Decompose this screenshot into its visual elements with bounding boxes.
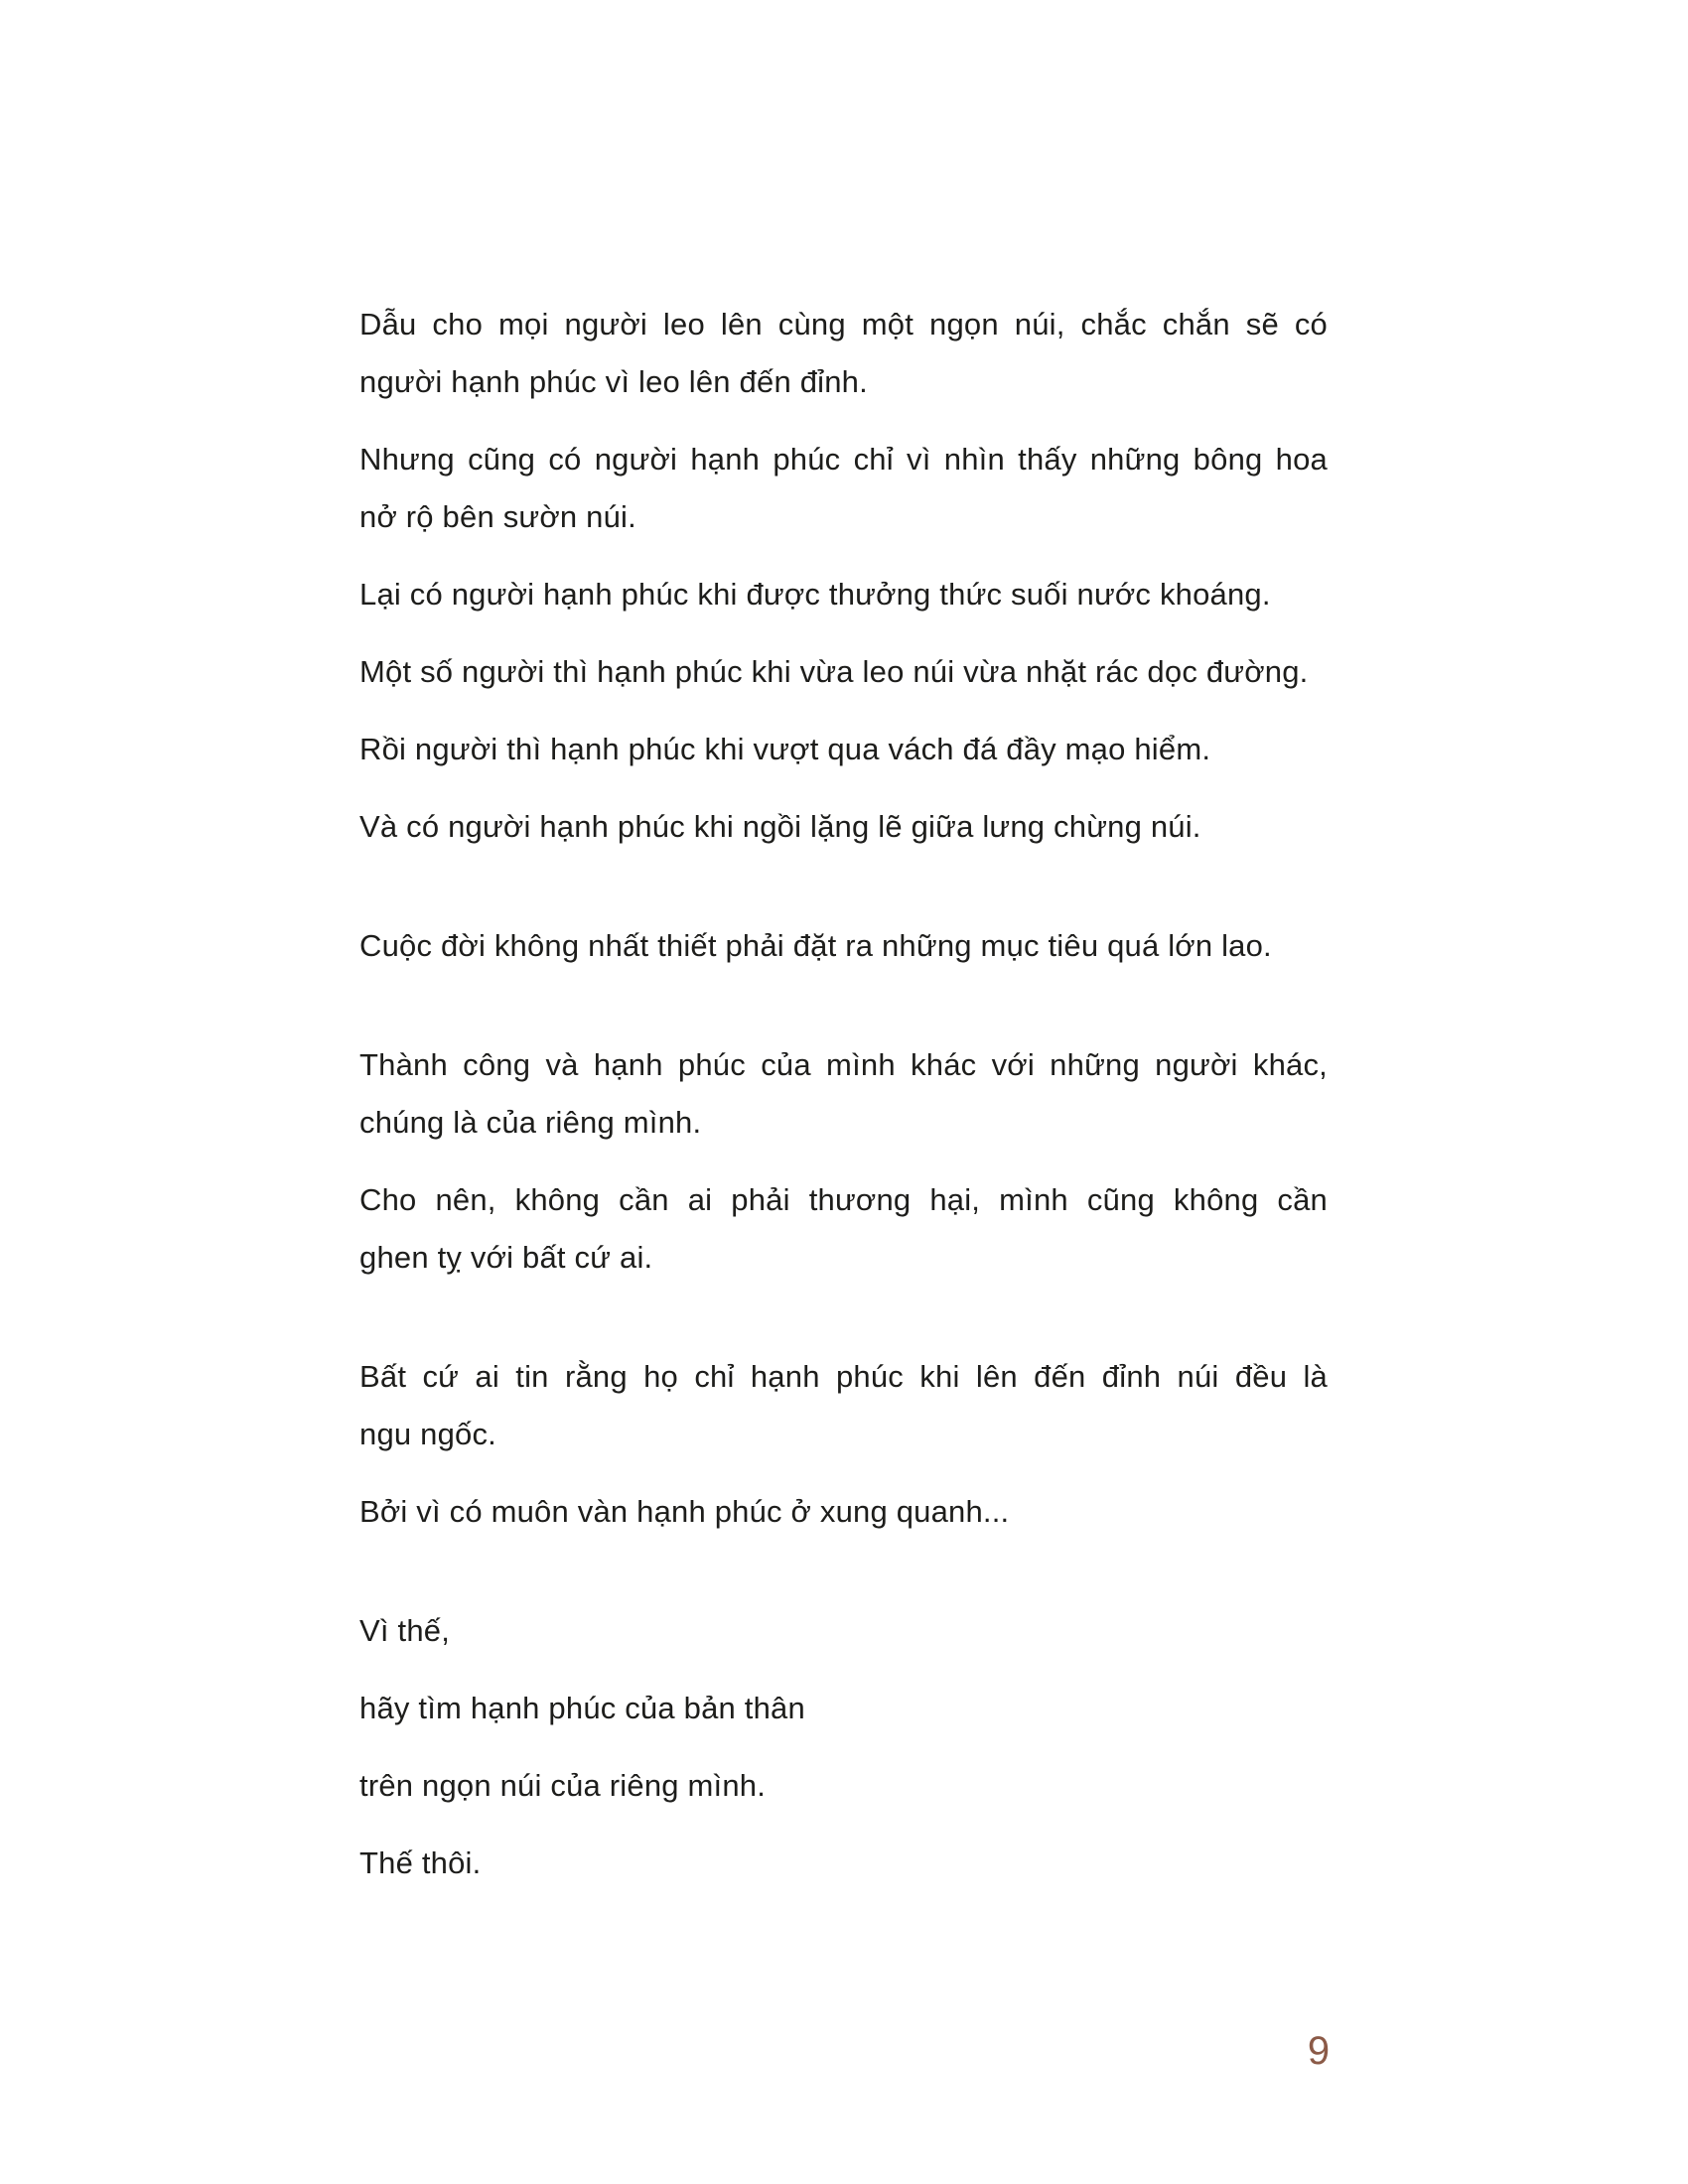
text-line: Vì thế, — [359, 1613, 451, 1648]
page-number: 9 — [1307, 2029, 1331, 2073]
paragraph — [359, 917, 1328, 975]
paragraph — [359, 1835, 1328, 1892]
text-line: hãy tìm hạnh phúc của bản thân — [359, 1691, 805, 1725]
paragraph — [359, 1483, 1328, 1541]
paragraph — [359, 1348, 1328, 1463]
text-line: Thế thôi. — [359, 1845, 482, 1880]
text-line: Lại có người hạnh phúc khi được thưởng thức suối nước khoáng. — [359, 577, 1271, 612]
text-line: Dẫu cho mọi người leo lên cùng một ngọn núi, chắc chắn sẽ có — [359, 307, 1328, 341]
paragraph — [359, 798, 1328, 856]
text-line: Nhưng cũng có người hạnh phúc chỉ vì nhìn thấy những bông hoa — [359, 442, 1328, 477]
text-line: chúng là của riêng mình. — [359, 1105, 702, 1140]
paragraph — [359, 296, 1328, 411]
paragraph — [359, 1680, 1328, 1737]
paragraph — [359, 1171, 1328, 1287]
text-line: Và có người hạnh phúc khi ngồi lặng lẽ giữa lưng chừng núi. — [359, 809, 1201, 844]
text-line: Bất cứ ai tin rằng họ chỉ hạnh phúc khi lên đến đỉnh núi đều là — [359, 1359, 1328, 1394]
paragraph — [359, 431, 1328, 546]
text-line: người hạnh phúc vì leo lên đến đỉnh. — [359, 364, 868, 399]
paragraph — [359, 1602, 1328, 1660]
text-line: ngu ngốc. — [359, 1417, 496, 1451]
text-line: Rồi người thì hạnh phúc khi vượt qua vách đá đầy mạo hiểm. — [359, 732, 1211, 766]
text-line: Cuộc đời không nhất thiết phải đặt ra những mục tiêu quá lớn lao. — [359, 928, 1272, 963]
text-line: Bởi vì có muôn vàn hạnh phúc ở xung quanh... — [359, 1494, 1010, 1529]
text-line: trên ngọn núi của riêng mình. — [359, 1768, 767, 1803]
paragraph — [359, 721, 1328, 778]
text-line: Thành công và hạnh phúc của mình khác với những người khác, — [359, 1047, 1328, 1082]
text-line: ghen tỵ với bất cứ ai. — [359, 1240, 653, 1275]
paragraph — [359, 1036, 1328, 1152]
paragraph — [359, 1757, 1328, 1815]
text-line: Cho nên, không cần ai phải thương hại, mình cũng không cần — [359, 1182, 1328, 1217]
paragraph — [359, 566, 1328, 623]
paragraph — [359, 643, 1328, 701]
text-line: Một số người thì hạnh phúc khi vừa leo núi vừa nhặt rác dọc đường. — [359, 654, 1309, 689]
body-text-block — [359, 296, 1328, 1892]
text-line: nở rộ bên sườn núi. — [359, 499, 636, 534]
